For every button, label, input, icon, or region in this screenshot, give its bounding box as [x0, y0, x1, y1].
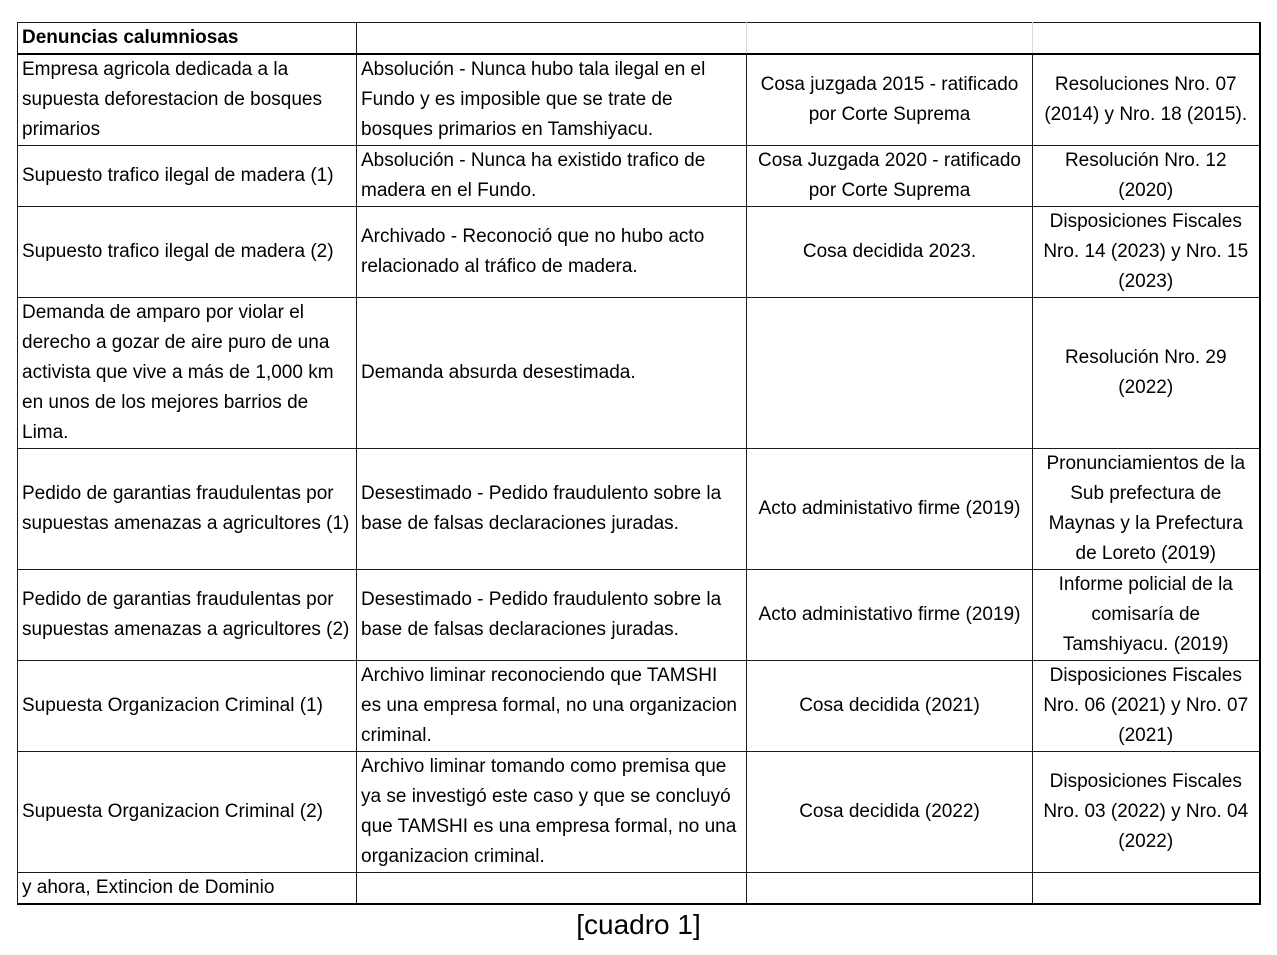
header-empty-cell: [357, 23, 747, 55]
table-row: [18, 146, 1260, 207]
documento-cell: Disposiciones Fiscales Nro. 03 (2022) y Nro. 04 (2022): [1033, 752, 1260, 873]
denuncia-cell: Supuesta Organizacion Criminal (1): [18, 661, 357, 752]
resultado-cell: [357, 873, 747, 905]
documento-cell: [1033, 873, 1260, 905]
estado-cell: Cosa juzgada 2015 - ratificado por Corte Suprema: [747, 54, 1033, 146]
documento-cell: Pronunciamientos de la Sub prefectura de Maynas y la Prefectura de Loreto (2019): [1033, 449, 1260, 570]
resultado-cell: Desestimado - Pedido fraudulento sobre la base de falsas declaraciones juradas.: [357, 449, 747, 570]
estado-cell: Cosa Juzgada 2020 - ratificado por Corte Suprema: [747, 146, 1033, 207]
header-empty-cell: [1033, 23, 1260, 55]
documento-cell: Informe policial de la comisaría de Tamshiyacu. (2019): [1033, 570, 1260, 661]
estado-cell: Cosa decidida (2022): [747, 752, 1033, 873]
table-row: [18, 752, 1260, 873]
figure-caption: [cuadro 1]: [576, 909, 701, 940]
table-header-row: [18, 23, 1260, 55]
denuncia-cell: y ahora, Extincion de Dominio: [18, 873, 357, 905]
table-row: [18, 570, 1260, 661]
denuncia-cell: Supuesto trafico ilegal de madera (2): [18, 207, 357, 298]
table-row: [18, 207, 1260, 298]
denuncia-cell: Supuesta Organizacion Criminal (2): [18, 752, 357, 873]
denuncia-cell: Pedido de garantias fraudulentas por supuestas amenazas a agricultores (1): [18, 449, 357, 570]
table-row: [18, 449, 1260, 570]
estado-cell: [747, 873, 1033, 905]
documento-cell: Resoluciones Nro. 07 (2014) y Nro. 18 (2015).: [1033, 54, 1260, 146]
table-row: [18, 661, 1260, 752]
resultado-cell: Archivo liminar reconociendo que TAMSHI es una empresa formal, no una organizacion criminal.: [357, 661, 747, 752]
resultado-cell: Desestimado - Pedido fraudulento sobre la base de falsas declaraciones juradas.: [357, 570, 747, 661]
table-row: [18, 54, 1260, 146]
resultado-cell: Archivo liminar tomando como premisa que ya se investigó este caso y que se concluyó que TAMSHI es una empresa formal, no una organizacion criminal.: [357, 752, 747, 873]
documento-cell: Disposiciones Fiscales Nro. 06 (2021) y Nro. 07 (2021): [1033, 661, 1260, 752]
header-empty-cell: [747, 23, 1033, 55]
documento-cell: Resolución Nro. 12 (2020): [1033, 146, 1260, 207]
estado-cell: Acto administativo firme (2019): [747, 570, 1033, 661]
table-row: [18, 873, 1260, 905]
denuncia-cell: Empresa agricola dedicada a la supuesta deforestacion de bosques primarios: [18, 54, 357, 146]
resultado-cell: Demanda absurda desestimada.: [357, 298, 747, 449]
denuncias-table: [17, 22, 1261, 905]
estado-cell: Cosa decidida (2021): [747, 661, 1033, 752]
denuncia-cell: Demanda de amparo por violar el derecho a gozar de aire puro de una activista que vive a más de 1,000 km en unos de los mejores barrios de Lima.: [18, 298, 357, 449]
estado-cell: Cosa decidida 2023.: [747, 207, 1033, 298]
documento-cell: Disposiciones Fiscales Nro. 14 (2023) y Nro. 15 (2023): [1033, 207, 1260, 298]
table-row: [18, 298, 1260, 449]
estado-cell: Acto administativo firme (2019): [747, 449, 1033, 570]
documento-cell: Resolución Nro. 29 (2022): [1033, 298, 1260, 449]
estado-cell: [747, 298, 1033, 449]
resultado-cell: Absolución - Nunca hubo tala ilegal en el Fundo y es imposible que se trate de bosques primarios en Tamshiyacu.: [357, 54, 747, 146]
resultado-cell: Archivado - Reconoció que no hubo acto relacionado al tráfico de madera.: [357, 207, 747, 298]
denuncia-cell: Pedido de garantias fraudulentas por supuestas amenazas a agricultores (2): [18, 570, 357, 661]
denuncia-cell: Supuesto trafico ilegal de madera (1): [18, 146, 357, 207]
table-title: Denuncias calumniosas: [18, 23, 357, 55]
resultado-cell: Absolución - Nunca ha existido trafico de madera en el Fundo.: [357, 146, 747, 207]
